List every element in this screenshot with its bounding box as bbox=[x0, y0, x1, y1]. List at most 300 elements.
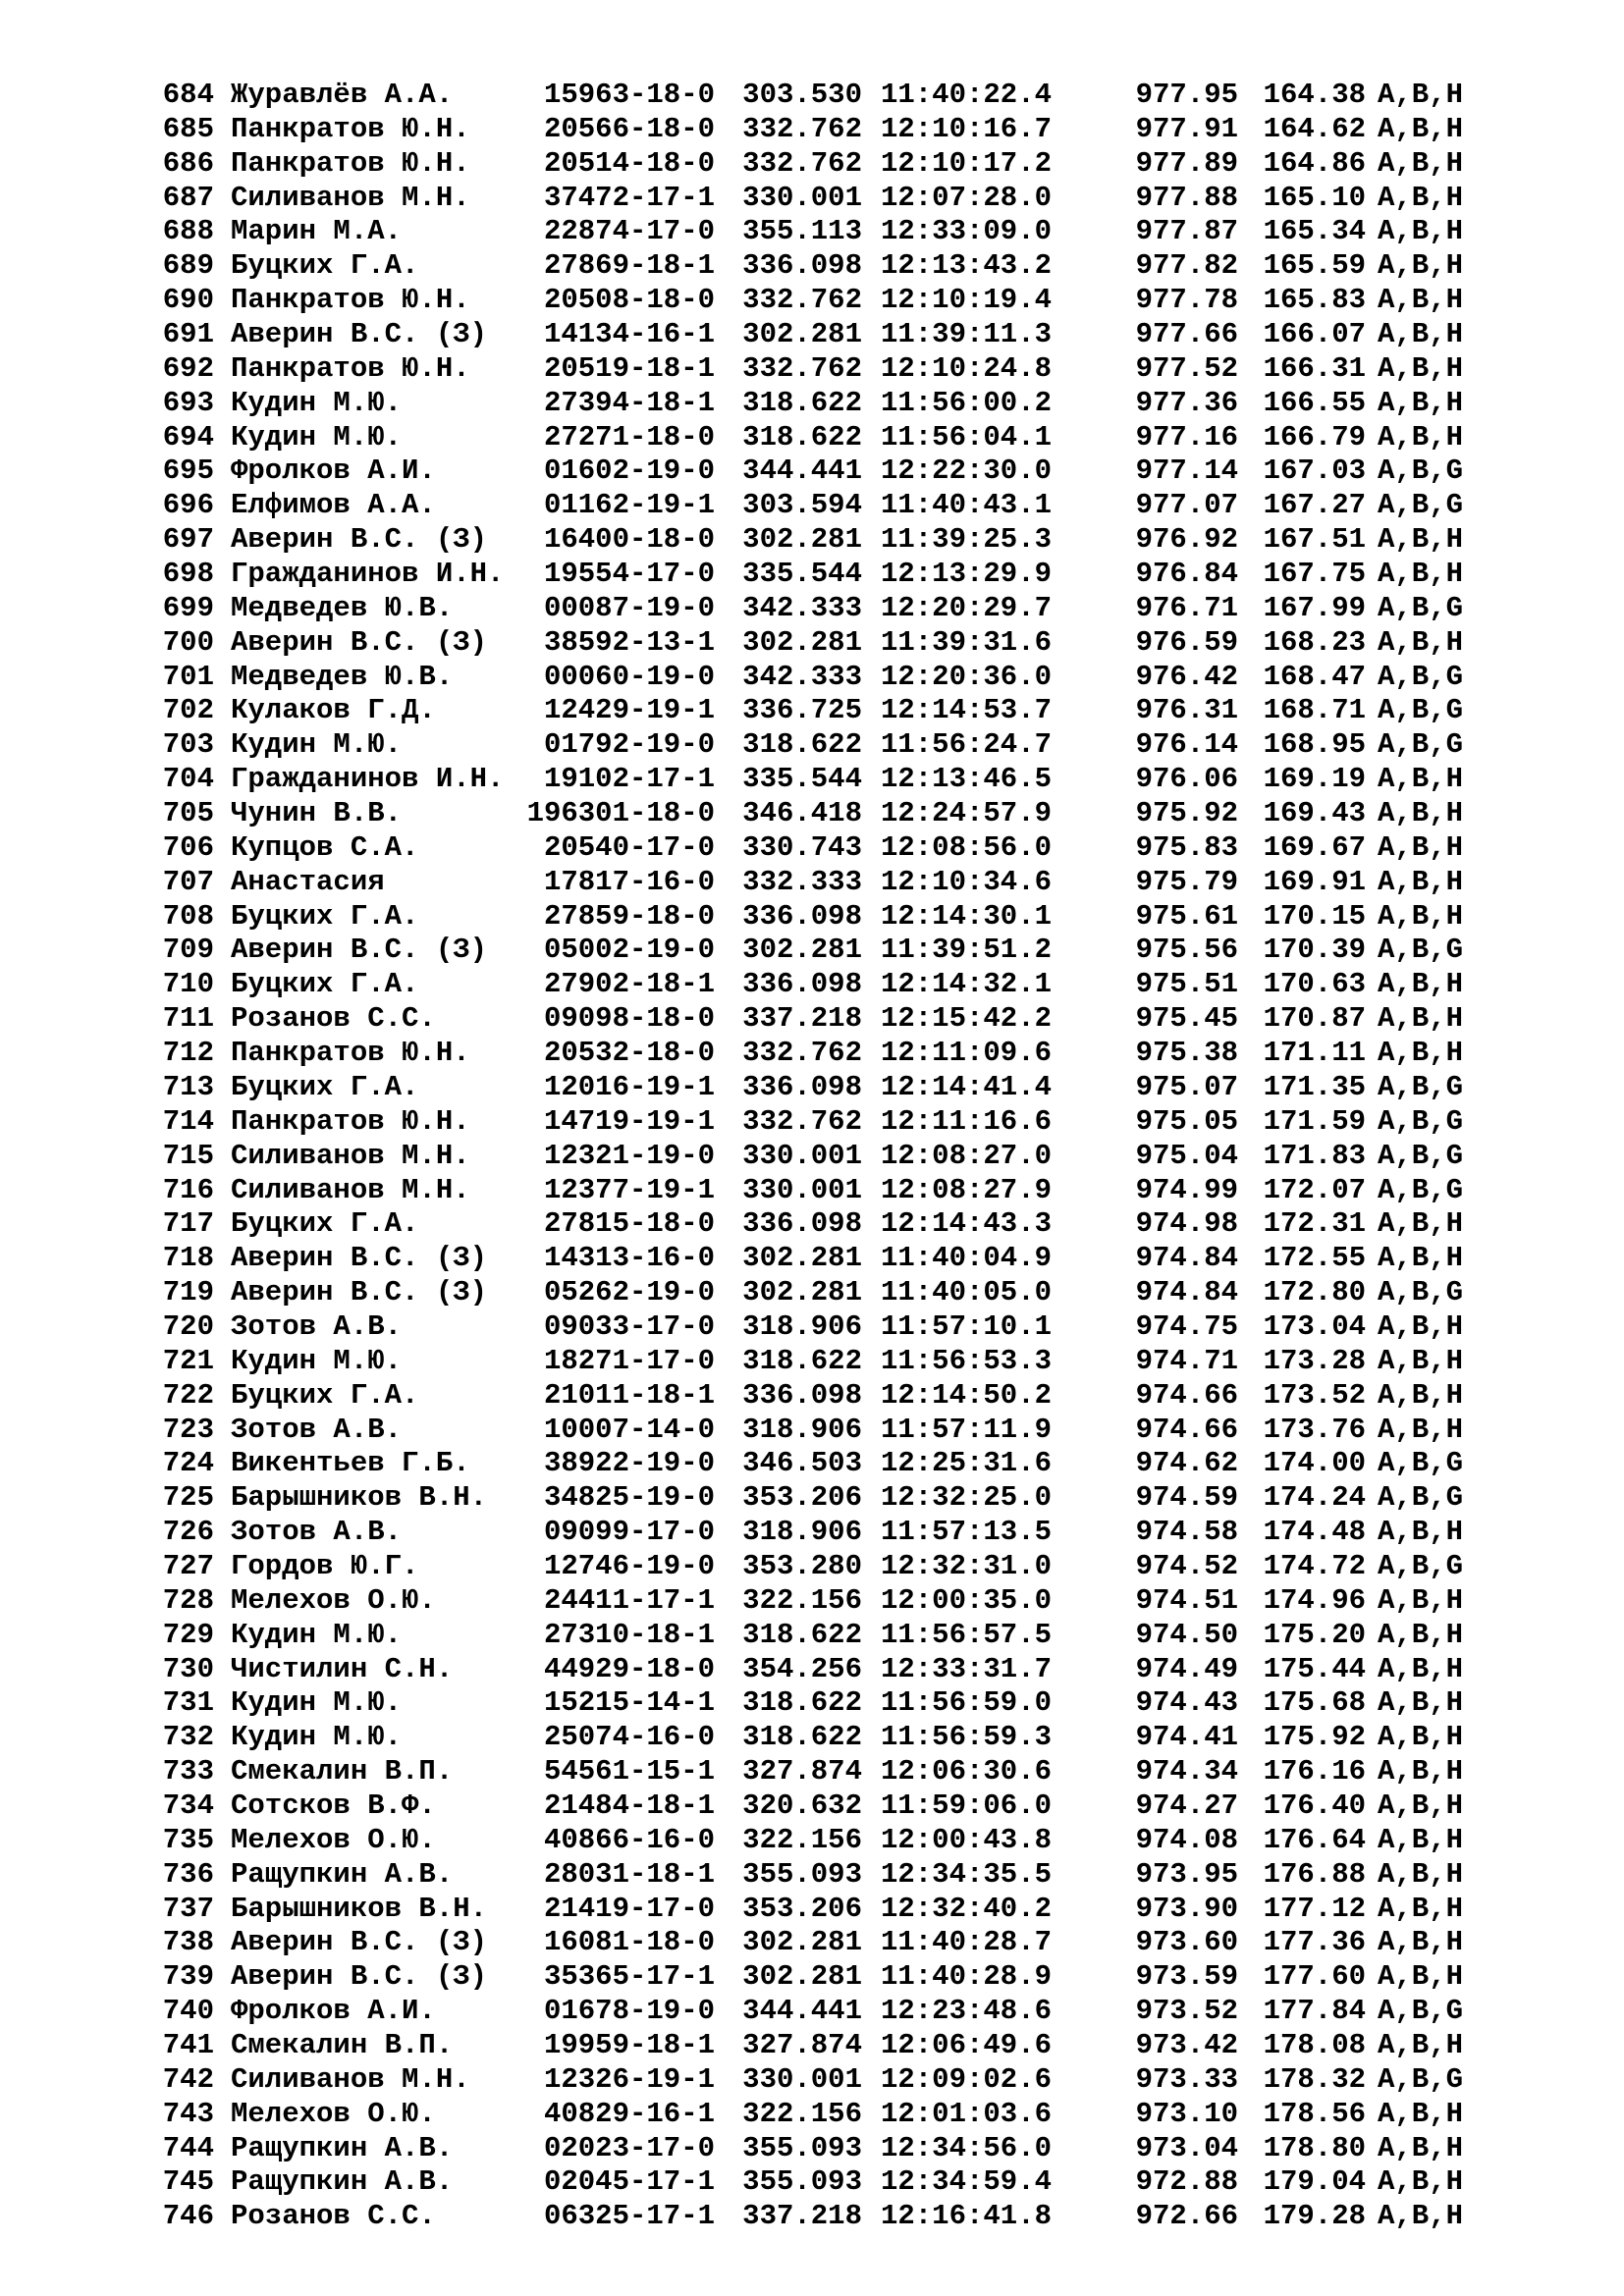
place-number: 717 bbox=[162, 1207, 214, 1241]
categories: A,B,H bbox=[1378, 797, 1464, 830]
ring-number: 27310-18-1 bbox=[543, 1618, 715, 1651]
place-number: 704 bbox=[162, 763, 214, 796]
ring-number: 38922-19-0 bbox=[543, 1447, 715, 1480]
participant-name: Панкратов Ю.Н. bbox=[231, 146, 470, 180]
points: 165.83 bbox=[1263, 284, 1366, 317]
result-row bbox=[143, 1414, 1557, 1448]
arrival-time: 12:24:57.9 bbox=[880, 797, 1052, 830]
points: 172.55 bbox=[1263, 1242, 1366, 1275]
points: 170.87 bbox=[1263, 1002, 1366, 1036]
arrival-time: 12:32:31.0 bbox=[880, 1549, 1052, 1582]
distance: 330.001 bbox=[742, 2062, 862, 2096]
place-number: 731 bbox=[162, 1686, 214, 1720]
place-number: 738 bbox=[162, 1926, 214, 1959]
speed: 973.10 bbox=[1135, 2097, 1238, 2130]
categories: A,B,H bbox=[1378, 1857, 1464, 1891]
speed: 972.66 bbox=[1135, 2200, 1238, 2233]
categories: A,B,G bbox=[1378, 1481, 1464, 1515]
ring-number: 25074-16-0 bbox=[543, 1721, 715, 1754]
categories: A,B,H bbox=[1378, 1960, 1464, 1994]
ring-number: 12377-19-1 bbox=[543, 1173, 715, 1206]
arrival-time: 12:14:43.3 bbox=[880, 1207, 1052, 1241]
result-row bbox=[143, 1174, 1557, 1208]
participant-name: Буцких Г.А. bbox=[231, 899, 419, 933]
ring-number: 02045-17-1 bbox=[543, 2165, 715, 2199]
place-number: 739 bbox=[162, 1960, 214, 1994]
result-row bbox=[143, 900, 1557, 934]
categories: A,B,H bbox=[1378, 112, 1464, 145]
result-row bbox=[143, 215, 1557, 249]
points: 174.48 bbox=[1263, 1516, 1366, 1549]
speed: 974.62 bbox=[1135, 1447, 1238, 1480]
categories: A,B,H bbox=[1378, 386, 1464, 419]
participant-name: Кудин М.Ю. bbox=[231, 386, 403, 419]
participant-name: Мелехов О.Ю. bbox=[231, 2097, 436, 2130]
place-number: 709 bbox=[162, 934, 214, 967]
distance: 322.156 bbox=[742, 2097, 862, 2130]
distance: 336.725 bbox=[742, 694, 862, 727]
categories: A,B,G bbox=[1378, 1447, 1464, 1480]
place-number: 710 bbox=[162, 968, 214, 1001]
points: 176.64 bbox=[1263, 1823, 1366, 1856]
ring-number: 12016-19-1 bbox=[543, 1070, 715, 1103]
place-number: 724 bbox=[162, 1447, 214, 1480]
distance: 346.418 bbox=[742, 797, 862, 830]
speed: 975.51 bbox=[1135, 968, 1238, 1001]
speed: 977.07 bbox=[1135, 489, 1238, 522]
participant-name: Сотсков В.Ф. bbox=[231, 1789, 436, 1822]
categories: A,B,H bbox=[1378, 1037, 1464, 1070]
distance: 346.503 bbox=[742, 1447, 862, 1480]
speed: 975.45 bbox=[1135, 1002, 1238, 1036]
distance: 332.762 bbox=[742, 112, 862, 145]
result-row bbox=[143, 489, 1557, 523]
result-row bbox=[143, 2063, 1557, 2098]
categories: A,B,H bbox=[1378, 215, 1464, 248]
distance: 327.874 bbox=[742, 2028, 862, 2061]
categories: A,B,H bbox=[1378, 865, 1464, 898]
distance: 302.281 bbox=[742, 1960, 862, 1994]
arrival-time: 12:34:59.4 bbox=[880, 2165, 1052, 2199]
points: 168.71 bbox=[1263, 694, 1366, 727]
ring-number: 22874-17-0 bbox=[543, 215, 715, 248]
ring-number: 19959-18-1 bbox=[543, 2028, 715, 2061]
arrival-time: 12:10:16.7 bbox=[880, 112, 1052, 145]
participant-name: Мелехов О.Ю. bbox=[231, 1583, 436, 1617]
result-row bbox=[143, 763, 1557, 797]
arrival-time: 12:08:27.0 bbox=[880, 1139, 1052, 1172]
result-row bbox=[143, 2200, 1557, 2234]
arrival-time: 12:01:03.6 bbox=[880, 2097, 1052, 2130]
participant-name: Ращупкин А.В. bbox=[231, 1857, 454, 1891]
arrival-time: 12:33:09.0 bbox=[880, 215, 1052, 248]
result-row bbox=[143, 831, 1557, 866]
distance: 302.281 bbox=[742, 1242, 862, 1275]
categories: A,B,G bbox=[1378, 660, 1464, 693]
speed: 975.38 bbox=[1135, 1037, 1238, 1070]
categories: A,B,G bbox=[1378, 728, 1464, 762]
ring-number: 27815-18-0 bbox=[543, 1207, 715, 1241]
points: 177.12 bbox=[1263, 1892, 1366, 1925]
result-row bbox=[143, 592, 1557, 626]
arrival-time: 11:56:04.1 bbox=[880, 420, 1052, 454]
speed: 973.52 bbox=[1135, 1995, 1238, 2028]
participant-name: Фролков А.И. bbox=[231, 454, 436, 488]
result-row bbox=[143, 1789, 1557, 1824]
participant-name: Панкратов Ю.Н. bbox=[231, 112, 470, 145]
participant-name: Аверин В.С. (З) bbox=[231, 523, 488, 557]
points: 172.31 bbox=[1263, 1207, 1366, 1241]
speed: 972.88 bbox=[1135, 2165, 1238, 2199]
speed: 973.90 bbox=[1135, 1892, 1238, 1925]
ring-number: 19102-17-1 bbox=[543, 763, 715, 796]
participant-name: Ращупкин А.В. bbox=[231, 2165, 454, 2199]
distance: 318.622 bbox=[742, 1721, 862, 1754]
categories: A,B,H bbox=[1378, 2028, 1464, 2061]
result-row bbox=[143, 1207, 1557, 1242]
place-number: 699 bbox=[162, 591, 214, 624]
arrival-time: 12:22:30.0 bbox=[880, 454, 1052, 488]
ring-number: 20566-18-0 bbox=[543, 112, 715, 145]
distance: 355.093 bbox=[742, 2131, 862, 2164]
result-row bbox=[143, 1619, 1557, 1653]
arrival-time: 12:34:35.5 bbox=[880, 1857, 1052, 1891]
arrival-time: 12:14:50.2 bbox=[880, 1378, 1052, 1412]
points: 170.15 bbox=[1263, 899, 1366, 933]
distance: 355.093 bbox=[742, 1857, 862, 1891]
categories: A,B,H bbox=[1378, 318, 1464, 351]
participant-name: Смекалин В.П. bbox=[231, 2028, 454, 2061]
result-row bbox=[143, 558, 1557, 592]
ring-number: 27394-18-1 bbox=[543, 386, 715, 419]
categories: A,B,H bbox=[1378, 1002, 1464, 1036]
speed: 974.49 bbox=[1135, 1652, 1238, 1685]
participant-name: Розанов С.С. bbox=[231, 2200, 436, 2233]
arrival-time: 11:56:57.5 bbox=[880, 1618, 1052, 1651]
points: 167.51 bbox=[1263, 523, 1366, 557]
place-number: 712 bbox=[162, 1037, 214, 1070]
categories: A,B,H bbox=[1378, 1652, 1464, 1685]
speed: 974.84 bbox=[1135, 1242, 1238, 1275]
result-row bbox=[143, 1379, 1557, 1414]
points: 177.84 bbox=[1263, 1995, 1366, 2028]
arrival-time: 11:56:00.2 bbox=[880, 386, 1052, 419]
result-row bbox=[143, 797, 1557, 831]
participant-name: Аверин В.С. (З) bbox=[231, 1926, 488, 1959]
place-number: 741 bbox=[162, 2028, 214, 2061]
points: 167.75 bbox=[1263, 558, 1366, 591]
distance: 336.098 bbox=[742, 1070, 862, 1103]
place-number: 708 bbox=[162, 899, 214, 933]
categories: A,B,G bbox=[1378, 1139, 1464, 1172]
place-number: 706 bbox=[162, 830, 214, 864]
place-number: 695 bbox=[162, 454, 214, 488]
distance: 330.001 bbox=[742, 1173, 862, 1206]
distance: 332.762 bbox=[742, 146, 862, 180]
ring-number: 12321-19-0 bbox=[543, 1139, 715, 1172]
place-number: 713 bbox=[162, 1070, 214, 1103]
distance: 337.218 bbox=[742, 1002, 862, 1036]
points: 176.40 bbox=[1263, 1789, 1366, 1822]
ring-number: 16081-18-0 bbox=[543, 1926, 715, 1959]
participant-name: Чистилин С.Н. bbox=[231, 1652, 454, 1685]
points: 176.88 bbox=[1263, 1857, 1366, 1891]
points: 165.59 bbox=[1263, 249, 1366, 283]
arrival-time: 11:57:11.9 bbox=[880, 1413, 1052, 1446]
speed: 975.05 bbox=[1135, 1104, 1238, 1138]
points: 174.24 bbox=[1263, 1481, 1366, 1515]
arrival-time: 12:07:28.0 bbox=[880, 181, 1052, 214]
arrival-time: 11:57:10.1 bbox=[880, 1309, 1052, 1343]
categories: A,B,G bbox=[1378, 591, 1464, 624]
place-number: 685 bbox=[162, 112, 214, 145]
ring-number: 20514-18-0 bbox=[543, 146, 715, 180]
participant-name: Купцов С.А. bbox=[231, 830, 419, 864]
ring-number: 17817-16-0 bbox=[543, 865, 715, 898]
participant-name: Буцких Г.А. bbox=[231, 1070, 419, 1103]
participant-name: Мелехов О.Ю. bbox=[231, 1823, 436, 1856]
points: 175.92 bbox=[1263, 1721, 1366, 1754]
participant-name: Панкратов Ю.Н. bbox=[231, 1037, 470, 1070]
speed: 976.06 bbox=[1135, 763, 1238, 796]
result-row bbox=[143, 523, 1557, 558]
distance: 336.098 bbox=[742, 968, 862, 1001]
ring-number: 28031-18-1 bbox=[543, 1857, 715, 1891]
distance: 303.594 bbox=[742, 489, 862, 522]
ring-number: 196301-18-0 bbox=[526, 797, 715, 830]
points: 171.59 bbox=[1263, 1104, 1366, 1138]
participant-name: Смекалин В.П. bbox=[231, 1755, 454, 1789]
categories: A,B,G bbox=[1378, 694, 1464, 727]
categories: A,B,H bbox=[1378, 558, 1464, 591]
points: 176.16 bbox=[1263, 1755, 1366, 1789]
distance: 342.333 bbox=[742, 660, 862, 693]
ring-number: 18271-17-0 bbox=[543, 1344, 715, 1377]
distance: 336.098 bbox=[742, 1207, 862, 1241]
points: 175.44 bbox=[1263, 1652, 1366, 1685]
place-number: 684 bbox=[162, 79, 214, 111]
result-row bbox=[143, 1071, 1557, 1105]
ring-number: 20540-17-0 bbox=[543, 830, 715, 864]
participant-name: Кудин М.Ю. bbox=[231, 1344, 403, 1377]
result-row bbox=[143, 934, 1557, 968]
participant-name: Чунин В.В. bbox=[231, 797, 403, 830]
categories: A,B,H bbox=[1378, 2131, 1464, 2164]
categories: A,B,H bbox=[1378, 1789, 1464, 1822]
participant-name: Гордов Ю.Г. bbox=[231, 1549, 419, 1582]
arrival-time: 12:11:09.6 bbox=[880, 1037, 1052, 1070]
participant-name: Медведев Ю.В. bbox=[231, 660, 454, 693]
points: 166.79 bbox=[1263, 420, 1366, 454]
arrival-time: 11:40:04.9 bbox=[880, 1242, 1052, 1275]
points: 164.38 bbox=[1263, 79, 1366, 111]
arrival-time: 12:06:30.6 bbox=[880, 1755, 1052, 1789]
categories: A,B,H bbox=[1378, 146, 1464, 180]
ring-number: 21484-18-1 bbox=[543, 1789, 715, 1822]
distance: 336.098 bbox=[742, 1378, 862, 1412]
categories: A,B,H bbox=[1378, 351, 1464, 385]
speed: 974.27 bbox=[1135, 1789, 1238, 1822]
arrival-time: 12:13:46.5 bbox=[880, 763, 1052, 796]
categories: A,B,G bbox=[1378, 1995, 1464, 2028]
participant-name: Кудин М.Ю. bbox=[231, 728, 403, 762]
speed: 973.42 bbox=[1135, 2028, 1238, 2061]
arrival-time: 12:15:42.2 bbox=[880, 1002, 1052, 1036]
participant-name: Журавлёв А.А. bbox=[231, 79, 454, 111]
participant-name: Панкратов Ю.Н. bbox=[231, 1104, 470, 1138]
ring-number: 20508-18-0 bbox=[543, 284, 715, 317]
ring-number: 40866-16-0 bbox=[543, 1823, 715, 1856]
speed: 974.59 bbox=[1135, 1481, 1238, 1515]
arrival-time: 11:40:22.4 bbox=[880, 79, 1052, 111]
speed: 974.51 bbox=[1135, 1583, 1238, 1617]
place-number: 691 bbox=[162, 318, 214, 351]
points: 165.34 bbox=[1263, 215, 1366, 248]
speed: 977.82 bbox=[1135, 249, 1238, 283]
distance: 330.001 bbox=[742, 1139, 862, 1172]
distance: 355.093 bbox=[742, 2165, 862, 2199]
points: 165.10 bbox=[1263, 181, 1366, 214]
ring-number: 05002-19-0 bbox=[543, 934, 715, 967]
points: 166.55 bbox=[1263, 386, 1366, 419]
speed: 974.71 bbox=[1135, 1344, 1238, 1377]
arrival-time: 12:10:34.6 bbox=[880, 865, 1052, 898]
ring-number: 01678-19-0 bbox=[543, 1995, 715, 2028]
points: 178.08 bbox=[1263, 2028, 1366, 2061]
categories: A,B,H bbox=[1378, 1242, 1464, 1275]
result-row bbox=[143, 1037, 1557, 1071]
place-number: 744 bbox=[162, 2131, 214, 2164]
speed: 975.04 bbox=[1135, 1139, 1238, 1172]
place-number: 689 bbox=[162, 249, 214, 283]
distance: 302.281 bbox=[742, 318, 862, 351]
speed: 974.84 bbox=[1135, 1276, 1238, 1309]
participant-name: Медведев Ю.В. bbox=[231, 591, 454, 624]
place-number: 726 bbox=[162, 1516, 214, 1549]
arrival-time: 11:56:59.0 bbox=[880, 1686, 1052, 1720]
distance: 335.544 bbox=[742, 763, 862, 796]
place-number: 736 bbox=[162, 1857, 214, 1891]
result-row bbox=[143, 1755, 1557, 1789]
arrival-time: 12:09:02.6 bbox=[880, 2062, 1052, 2096]
place-number: 728 bbox=[162, 1583, 214, 1617]
participant-name: Фролков А.И. bbox=[231, 1995, 436, 2028]
result-row bbox=[143, 968, 1557, 1002]
place-number: 698 bbox=[162, 558, 214, 591]
result-row bbox=[143, 1550, 1557, 1584]
result-row bbox=[143, 694, 1557, 728]
points: 167.99 bbox=[1263, 591, 1366, 624]
result-row bbox=[143, 1995, 1557, 2029]
place-number: 694 bbox=[162, 420, 214, 454]
result-row bbox=[143, 113, 1557, 147]
ring-number: 02023-17-0 bbox=[543, 2131, 715, 2164]
distance: 318.906 bbox=[742, 1516, 862, 1549]
result-row bbox=[143, 1310, 1557, 1345]
categories: A,B,H bbox=[1378, 625, 1464, 659]
participant-name: Панкратов Ю.Н. bbox=[231, 351, 470, 385]
categories: A,B,G bbox=[1378, 1173, 1464, 1206]
distance: 354.256 bbox=[742, 1652, 862, 1685]
participant-name: Зотов А.В. bbox=[231, 1516, 403, 1549]
points: 174.96 bbox=[1263, 1583, 1366, 1617]
participant-name: Зотов А.В. bbox=[231, 1413, 403, 1446]
distance: 330.001 bbox=[742, 181, 862, 214]
arrival-time: 12:00:43.8 bbox=[880, 1823, 1052, 1856]
arrival-time: 11:57:13.5 bbox=[880, 1516, 1052, 1549]
categories: A,B,H bbox=[1378, 1583, 1464, 1617]
place-number: 700 bbox=[162, 625, 214, 659]
ring-number: 00087-19-0 bbox=[543, 591, 715, 624]
result-row bbox=[143, 2098, 1557, 2132]
result-row bbox=[143, 2165, 1557, 2200]
result-row bbox=[143, 1960, 1557, 1995]
speed: 974.66 bbox=[1135, 1378, 1238, 1412]
arrival-time: 12:33:31.7 bbox=[880, 1652, 1052, 1685]
speed: 973.95 bbox=[1135, 1857, 1238, 1891]
participant-name: Аверин В.С. (З) bbox=[231, 318, 488, 351]
place-number: 716 bbox=[162, 1173, 214, 1206]
points: 167.03 bbox=[1263, 454, 1366, 488]
arrival-time: 11:39:51.2 bbox=[880, 934, 1052, 967]
ring-number: 21419-17-0 bbox=[543, 1892, 715, 1925]
participant-name: Кудин М.Ю. bbox=[231, 1618, 403, 1651]
speed: 976.84 bbox=[1135, 558, 1238, 591]
speed: 974.98 bbox=[1135, 1207, 1238, 1241]
points: 174.00 bbox=[1263, 1447, 1366, 1480]
points: 169.19 bbox=[1263, 763, 1366, 796]
ring-number: 12429-19-1 bbox=[543, 694, 715, 727]
place-number: 719 bbox=[162, 1276, 214, 1309]
participant-name: Аверин В.С. (З) bbox=[231, 1960, 488, 1994]
points: 173.04 bbox=[1263, 1309, 1366, 1343]
speed: 975.79 bbox=[1135, 865, 1238, 898]
participant-name: Панкратов Ю.Н. bbox=[231, 284, 470, 317]
distance: 336.098 bbox=[742, 249, 862, 283]
speed: 974.08 bbox=[1135, 1823, 1238, 1856]
participant-name: Ращупкин А.В. bbox=[231, 2131, 454, 2164]
speed: 973.60 bbox=[1135, 1926, 1238, 1959]
ring-number: 00060-19-0 bbox=[543, 660, 715, 693]
distance: 332.333 bbox=[742, 865, 862, 898]
arrival-time: 11:39:31.6 bbox=[880, 625, 1052, 659]
speed: 977.89 bbox=[1135, 146, 1238, 180]
distance: 318.622 bbox=[742, 386, 862, 419]
arrival-time: 12:10:24.8 bbox=[880, 351, 1052, 385]
points: 166.31 bbox=[1263, 351, 1366, 385]
participant-name: Силиванов М.Н. bbox=[231, 2062, 470, 2096]
result-row bbox=[143, 318, 1557, 352]
arrival-time: 12:16:41.8 bbox=[880, 2200, 1052, 2233]
result-row bbox=[143, 1242, 1557, 1276]
ring-number: 01162-19-1 bbox=[543, 489, 715, 522]
speed: 973.33 bbox=[1135, 2062, 1238, 2096]
points: 175.68 bbox=[1263, 1686, 1366, 1720]
participant-name: Елфимов А.А. bbox=[231, 489, 436, 522]
ring-number: 37472-17-1 bbox=[543, 181, 715, 214]
ring-number: 27859-18-0 bbox=[543, 899, 715, 933]
distance: 320.632 bbox=[742, 1789, 862, 1822]
categories: A,B,G bbox=[1378, 1276, 1464, 1309]
result-row bbox=[143, 1276, 1557, 1310]
distance: 353.206 bbox=[742, 1481, 862, 1515]
speed: 976.14 bbox=[1135, 728, 1238, 762]
ring-number: 12326-19-1 bbox=[543, 2062, 715, 2096]
result-row bbox=[143, 1140, 1557, 1174]
speed: 977.14 bbox=[1135, 454, 1238, 488]
distance: 303.530 bbox=[742, 79, 862, 111]
result-row bbox=[143, 1926, 1557, 1960]
